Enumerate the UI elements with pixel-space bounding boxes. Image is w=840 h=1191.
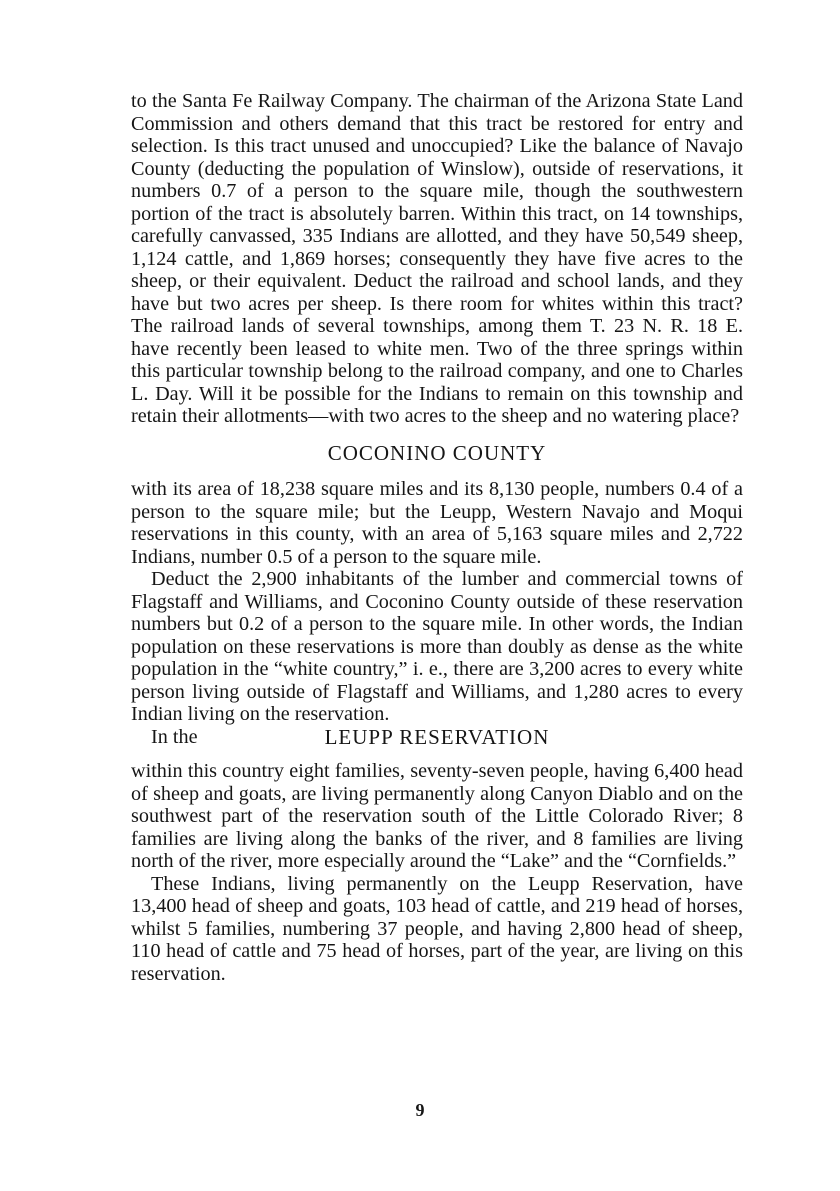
heading-leupp-reservation: LEUPP RESERVATION [324, 724, 550, 749]
page-body [131, 90, 743, 985]
paragraph-leupp-livestock: These Indians, living permanently on the Leupp Reservation, have 13,400 head of sheep and goats, 103 head of cattle, and 219 head of horses, whilst 5 families, numbering 37 people, and having 2,800 head of sheep, 110 head of cattle and 75 head of horses, part of the year, are living on this reservation. [131, 872, 743, 985]
heading-coconino-county: COCONINO COUNTY [327, 440, 547, 465]
page-number: 9 [415, 1100, 425, 1120]
paragraph-deduct-inhabitants: Deduct the 2,900 inhabitants of the lumber and commercial towns of Flagstaff and Williams, and Coconino County outside of these reservation numbers but 0.2 of a person to the square mile. In other words, the Indian population on these reservations is more than doubly as dense as the white population in the “white country,” i. e., there are 3,200 acres to every white person living outside of Flagstaff and Williams, and 1,280 acres to every Indian living on the reservation. [131, 568, 743, 725]
paragraph-coconino-area: with its area of 18,238 square miles and its 8,130 people, numbers 0.4 of a person to the square mile; but the Leupp, Western Navajo and Moqui reservations in this county, with an area of 5,163 square miles and 2,722 Indians, number 0.5 of a person to the square mile. [131, 478, 743, 568]
paragraph-leupp-families: within this country eight families, seventy-seven people, having 6,400 head of sheep and goats, are living permanently along Canyon Diablo and on the southwest part of the reservation south of the Little Colorado River; 8 families are living along the banks of the river, and 8 families are living north of the river, more especially around the “Lake” and the “Cornfields.” [131, 760, 743, 872]
paragraph-santa-fe-tract: to the Santa Fe Railway Company. The chairman of the Arizona State Land Commission and others demand that this tract be restored for entry and selection. Is this tract unused and unoccupied? Like the balance of Navajo County (deducting the population of Winslow), outside of reservations, it numbers 0.7 of a person to the square mile, though the southwestern portion of the tract is absolutely barren. Within this tract, on 14 townships, carefully canvassed, 335 Indians are allotted, and they have 50,549 sheep, 1,124 cattle, and 1,869 horses; consequently they have five acres to the sheep, or their equivalent. Deduct the railroad and school lands, and they have but two acres per sheep. Is there room for whites within this tract? The railroad lands of several townships, among them T. 23 N. R. 18 E. have recently been leased to white men. Two of the three springs within this particular township belong to the railroad company, and one to Charles L. Day. Will it be possible for the Indians to remain on this township and retain their allotments—with two acres to the sheep and no watering place? [131, 90, 743, 427]
run-in-text: In the [151, 725, 198, 748]
